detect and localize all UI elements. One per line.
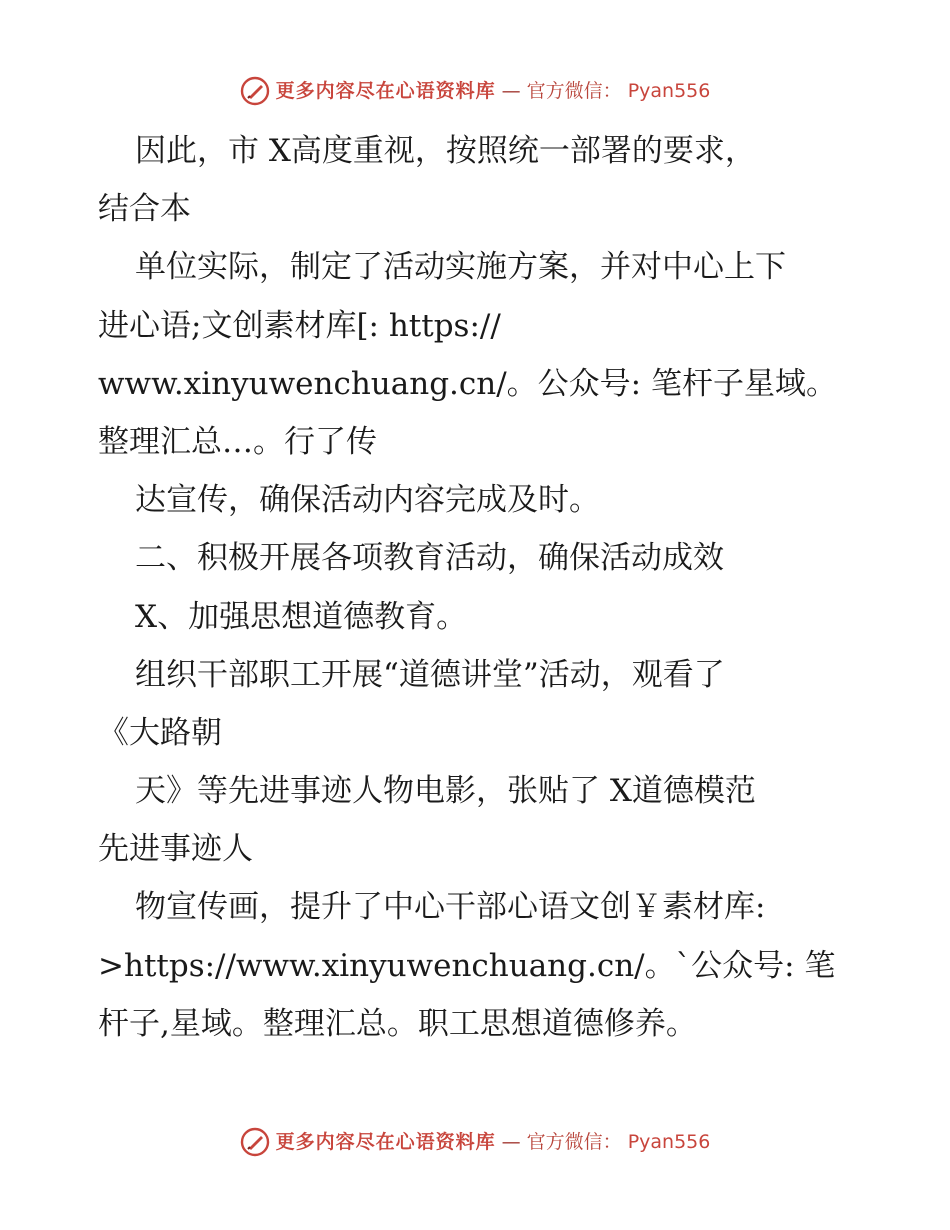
text-line: 天》等先进事迹人物电影，张贴了 X道德模范 [135,773,756,810]
banner-account-label: 官方微信： [526,1131,622,1153]
banner-slogan: 更多内容尽在心语资料库 [275,1131,496,1153]
text-line: 先进事迹人 [98,831,253,868]
text-line: 进心语;文创素材库[: https:// [98,307,501,344]
text-line: 组织干部职工开展“道德讲堂”活动，观看了 [135,656,725,693]
banner-dash: — [501,1131,521,1153]
footer-banner [0,1127,950,1157]
text-line: 杆子,星域。整理汇总。职工思想道德修养。 [98,1005,697,1042]
text-line: 《大路朝 [98,714,222,751]
text-line: >https://www.xinyuwenchuang.cn/。`公众号: 笔 [98,947,836,984]
text-line: 单位实际，制定了活动实施方案，并对中心上下 [135,249,786,286]
banner-slogan: 更多内容尽在心语资料库 [275,80,496,102]
banner-account-label: 官方微信： [526,80,622,102]
header-banner [0,76,950,106]
text-line: 结合本 [98,191,191,228]
text-line: 二、积极开展各项教育活动，确保活动成效 [135,540,724,577]
text-line: 物宣传画，提升了中心干部心语文创￥素材库: [135,889,766,926]
banner-dash: — [501,80,521,102]
text-line: 整理汇总…。行了传 [98,423,377,460]
banner-account-id: Pyan556 [627,80,711,102]
text-line: 达宣传，确保活动内容完成及时。 [135,482,600,519]
quill-pen-icon [240,1127,270,1157]
document-body [98,122,858,1053]
quill-pen-icon [240,76,270,106]
banner-account-id: Pyan556 [627,1131,711,1153]
text-line: X、加强思想道德教育。 [135,598,468,635]
text-line: 因此，市 X高度重视，按照统一部署的要求， [135,133,756,169]
text-line: www.xinyuwenchuang.cn/。公众号: 笔杆子星域。 [98,365,837,402]
